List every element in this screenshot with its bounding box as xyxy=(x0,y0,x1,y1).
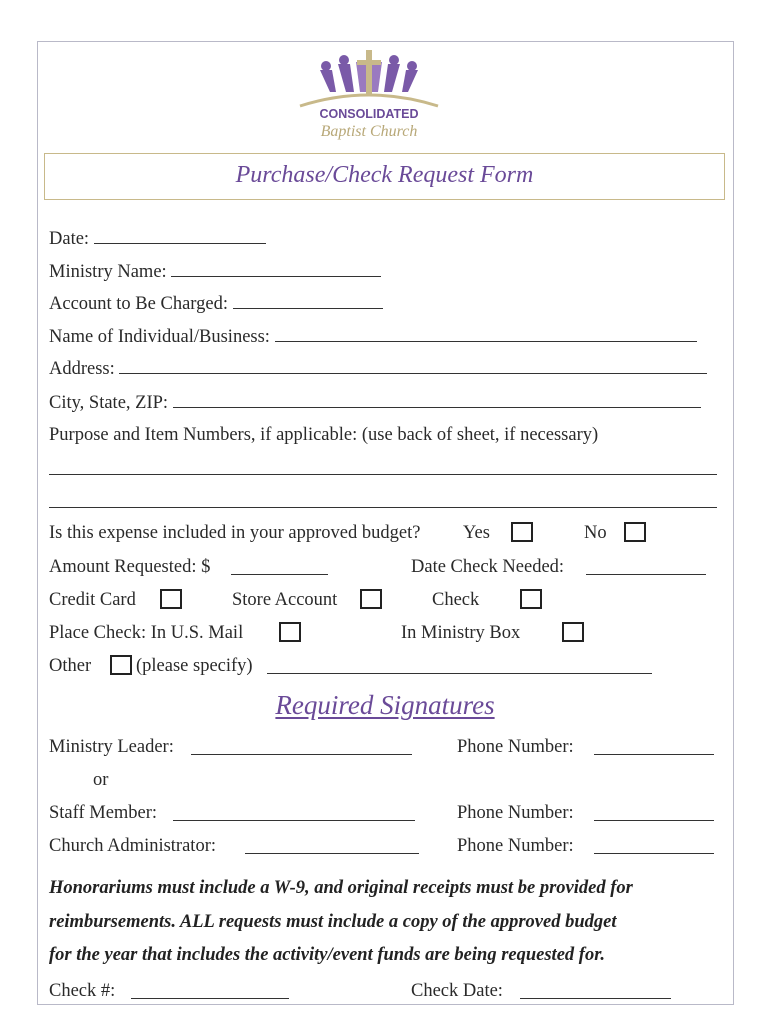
logo-line2: Baptist Church xyxy=(320,123,418,140)
check-date-field[interactable] xyxy=(520,998,671,999)
phone-field-2[interactable] xyxy=(594,820,714,821)
date-needed-label: Date Check Needed: xyxy=(411,557,565,577)
phone-field-1[interactable] xyxy=(594,754,714,755)
ministry-name-field[interactable] xyxy=(171,261,381,277)
staff-member-field[interactable] xyxy=(173,820,415,821)
account-field[interactable] xyxy=(233,293,383,309)
store-account-label: Store Account xyxy=(232,590,338,610)
purpose-line-1[interactable] xyxy=(49,474,717,475)
check-number-label: Check #: xyxy=(49,981,116,1001)
budget-no-checkbox[interactable] xyxy=(624,522,646,542)
staff-member-label: Staff Member: xyxy=(49,803,158,823)
date-row: Date: xyxy=(49,228,266,250)
us-mail-checkbox[interactable] xyxy=(279,622,301,642)
other-label: Other xyxy=(49,656,92,676)
note-line-2: reimbursements. ALL requests must include a copy of the approved budget xyxy=(49,912,617,932)
please-specify-label: (please specify) xyxy=(136,656,253,676)
phone-label-2: Phone Number: xyxy=(457,803,574,823)
purpose-row: Purpose and Item Numbers, if applicable: (use back of sheet, if necessary) xyxy=(49,425,599,445)
purpose-line-2[interactable] xyxy=(49,507,717,508)
address-field[interactable] xyxy=(119,358,707,374)
individual-row: Name of Individual/Business: xyxy=(49,326,697,348)
ministry-leader-label: Ministry Leader: xyxy=(49,737,174,757)
ministry-box-checkbox[interactable] xyxy=(562,622,584,642)
other-checkbox[interactable] xyxy=(110,655,132,675)
store-account-checkbox[interactable] xyxy=(360,589,382,609)
city-row: City, State, ZIP: xyxy=(49,392,701,414)
yes-label: Yes xyxy=(463,523,490,543)
city-field[interactable] xyxy=(173,392,701,408)
church-admin-field[interactable] xyxy=(245,853,419,854)
check-date-label: Check Date: xyxy=(411,981,503,1001)
phone-label-3: Phone Number: xyxy=(457,836,574,856)
church-logo xyxy=(296,48,442,142)
church-admin-label: Church Administrator: xyxy=(49,836,216,856)
note-line-3: for the year that includes the activity/event funds are being requested for. xyxy=(49,945,605,965)
form-title-box xyxy=(44,153,725,200)
other-specify-field[interactable] xyxy=(267,673,652,674)
check-label: Check xyxy=(432,590,480,610)
account-row: Account to Be Charged: xyxy=(49,293,383,315)
place-check-label: Place Check: In U.S. Mail xyxy=(49,623,244,643)
budget-yes-checkbox[interactable] xyxy=(511,522,533,542)
or-label: or xyxy=(93,770,109,790)
required-signatures-heading: Required Signatures xyxy=(275,690,495,720)
logo-line1: CONSOLIDATED xyxy=(319,107,419,121)
no-label: No xyxy=(584,523,607,543)
date-field[interactable] xyxy=(94,228,266,244)
form-title: Purchase/Check Request Form xyxy=(235,162,534,188)
credit-card-label: Credit Card xyxy=(49,590,136,610)
credit-card-checkbox[interactable] xyxy=(160,589,182,609)
budget-question: Is this expense included in your approved budget? xyxy=(49,523,421,543)
individual-field[interactable] xyxy=(275,326,697,342)
address-row: Address: xyxy=(49,358,707,380)
check-number-field[interactable] xyxy=(131,998,289,999)
ministry-name-row: Ministry Name: xyxy=(49,261,381,283)
date-needed-field[interactable] xyxy=(586,574,706,575)
ministry-leader-field[interactable] xyxy=(191,754,412,755)
phone-field-3[interactable] xyxy=(594,853,714,854)
phone-label-1: Phone Number: xyxy=(457,737,574,757)
note-line-1: Honorariums must include a W-9, and original receipts must be provided for xyxy=(49,878,633,898)
check-checkbox[interactable] xyxy=(520,589,542,609)
amount-field[interactable] xyxy=(231,574,328,575)
ministry-box-label: In Ministry Box xyxy=(401,623,521,643)
amount-label: Amount Requested: $ xyxy=(49,557,211,577)
